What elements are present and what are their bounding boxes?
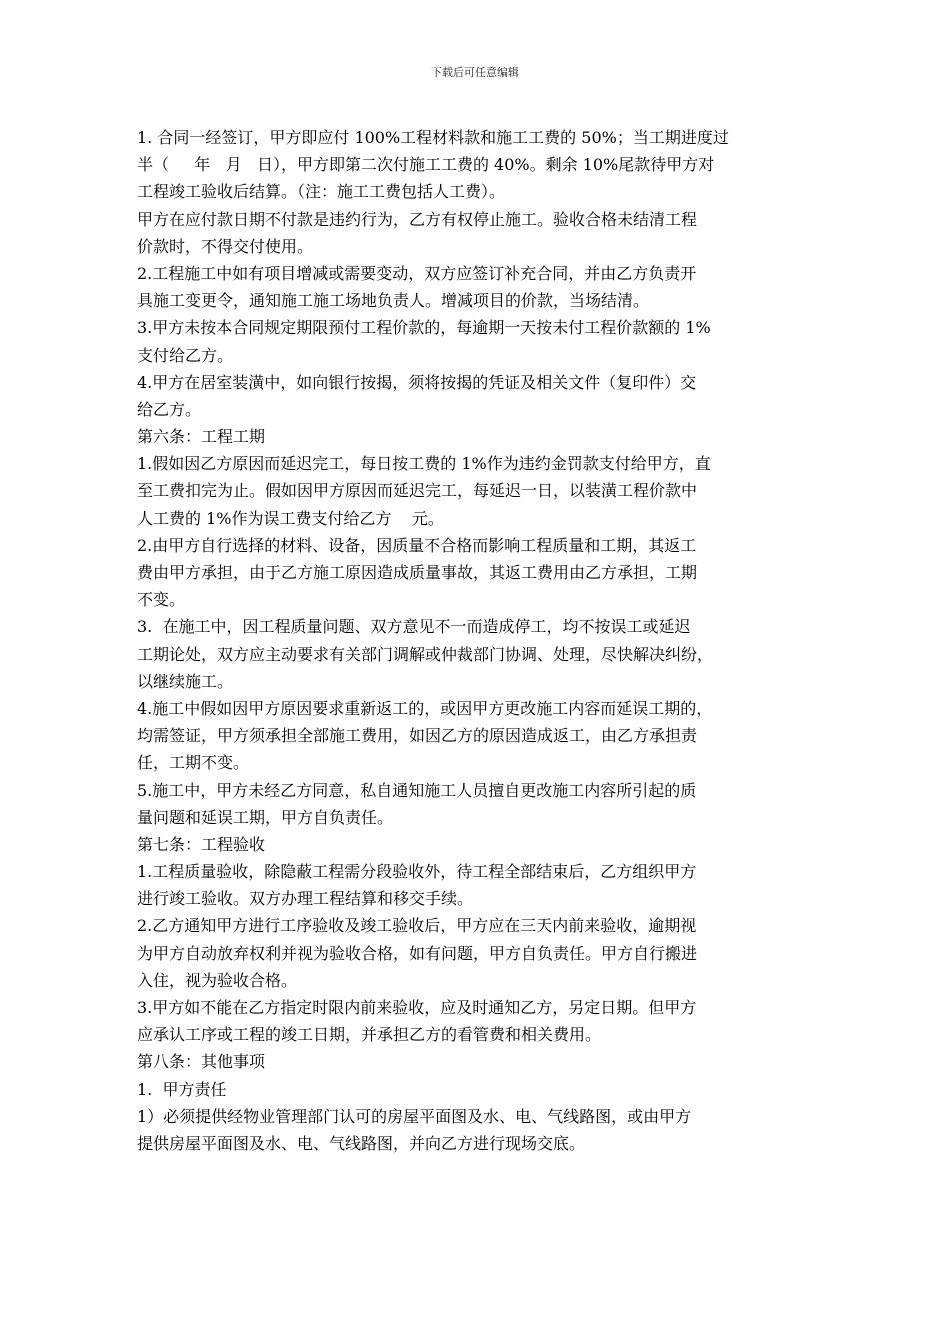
text-line: 至工费扣完为止。假如因甲方原因而延迟完工，每延迟一日，以装潢工程价款中 [137,481,698,501]
text-line: 工程竣工验收后结算。（注：施工工费包括人工费）。 [137,182,506,202]
text-line: 2.工程施工中如有项目增减或需要变动，双方应签订补充合同，并由乙方负责开 [137,263,697,283]
text-line: 费由甲方承担，由于乙方施工原因造成质量事故，其返工费用由乙方承担，工期 [137,563,698,582]
text-line: 甲方在应付款日期不付款是违约行为，乙方有权停止施工。验收合格未结清工程 [137,209,698,229]
text-line: 3.甲方如不能在乙方指定时限内前来验收，应及时通知乙方，另定日期。但甲方 [137,998,697,1017]
text-line: 1.假如因乙方原因而延迟完工，每日按工费的 1%作为违约金罚款支付给甲方，直 [137,454,711,474]
text-line: 量问题和延误工期，甲方自负责任。 [137,807,394,827]
text-line: 人工费的 1%作为误工费支付给乙方 元。 [137,508,444,528]
text-line: 1）必须提供经物业管理部门认可的房屋平面图及水、电、气线路图，或由甲方 [137,1106,692,1126]
text-line: 为甲方自动放弃权利并视为验收合格，如有问题，甲方自负责任。甲方自行搬进 [137,943,698,963]
text-line: 任，工期不变。 [137,753,250,773]
text-line: 4.甲方在居室装潢中，如向银行按揭，须将按揭的凭证及相关文件（复印件）交 [137,372,697,392]
text-line: 不变。 [137,590,186,610]
text-line: 价款时，不得交付使用。 [137,236,314,256]
text-line: 提供房屋平面图及水、电、气线路图，并向乙方进行现场交底。 [137,1133,586,1153]
text-line: 工期论处，双方应主动要求有关部门调解或仲裁部门协调、处理，尽快解决纠纷， [137,644,714,664]
section-heading: 第六条：工程工期 [137,427,266,447]
text-line: 2.乙方通知甲方进行工序验收及竣工验收后，甲方应在三天内前来验收，逾期视 [137,916,697,936]
section-heading: 第八条：其他事项 [137,1052,266,1072]
text-line: 2.由甲方自行选择的材料、设备，因质量不合格而影响工程质量和工期，其返工 [137,535,697,555]
text-line: 以继续施工。 [137,671,234,691]
text-line: 5.施工中，甲方未经乙方同意，私自通知施工人员擅自更改施工内容所引起的质 [137,780,697,800]
text-line: 应承认工序或工程的竣工日期，并承担乙方的看管费和相关费用。 [137,1025,602,1045]
text-line: 进行竣工验收。双方办理工程结算和移交手续。 [137,889,474,909]
text-line: 半（ 年 月 日），甲方即第二次付施工工费的 40%。剩余 10%尾款待甲方对 [137,155,715,175]
text-line: 1. 合同一经签订，甲方即应付 100%工程材料款和施工工费的 50%；当工期进度过 [137,128,729,147]
text-line: 支付给乙方。 [137,345,234,365]
text-line: 入住，视为验收合格。 [137,970,298,990]
text-line: 3. 在施工中，因工程质量问题、双方意见不一而造成停工，均不按误工或延迟 [137,617,691,637]
text-line: 3.甲方未按本合同规定期限预付工程价款的，每逾期一天按未付工程价款额的 1% [137,318,711,338]
text-line: 1. 甲方责任 [137,1079,227,1099]
page-header: 下载后可任意编辑 [431,66,519,79]
text-line: 均需签证，甲方须承担全部施工费用，如因乙方的原因造成返工，由乙方承担责 [137,726,698,746]
document-body [137,124,813,1157]
text-line: 具施工变更令，通知施工施工场地负责人。增减项目的价款，当场结清。 [137,291,650,311]
text-line: 4.施工中假如因甲方原因要求重新返工的，或因甲方更改施工内容而延误工期的， [137,698,713,718]
section-heading: 第七条：工程验收 [137,834,266,854]
text-line: 给乙方。 [137,399,202,419]
text-line: 1.工程质量验收，除隐蔽工程需分段验收外，待工程全部结束后，乙方组织甲方 [137,862,697,882]
